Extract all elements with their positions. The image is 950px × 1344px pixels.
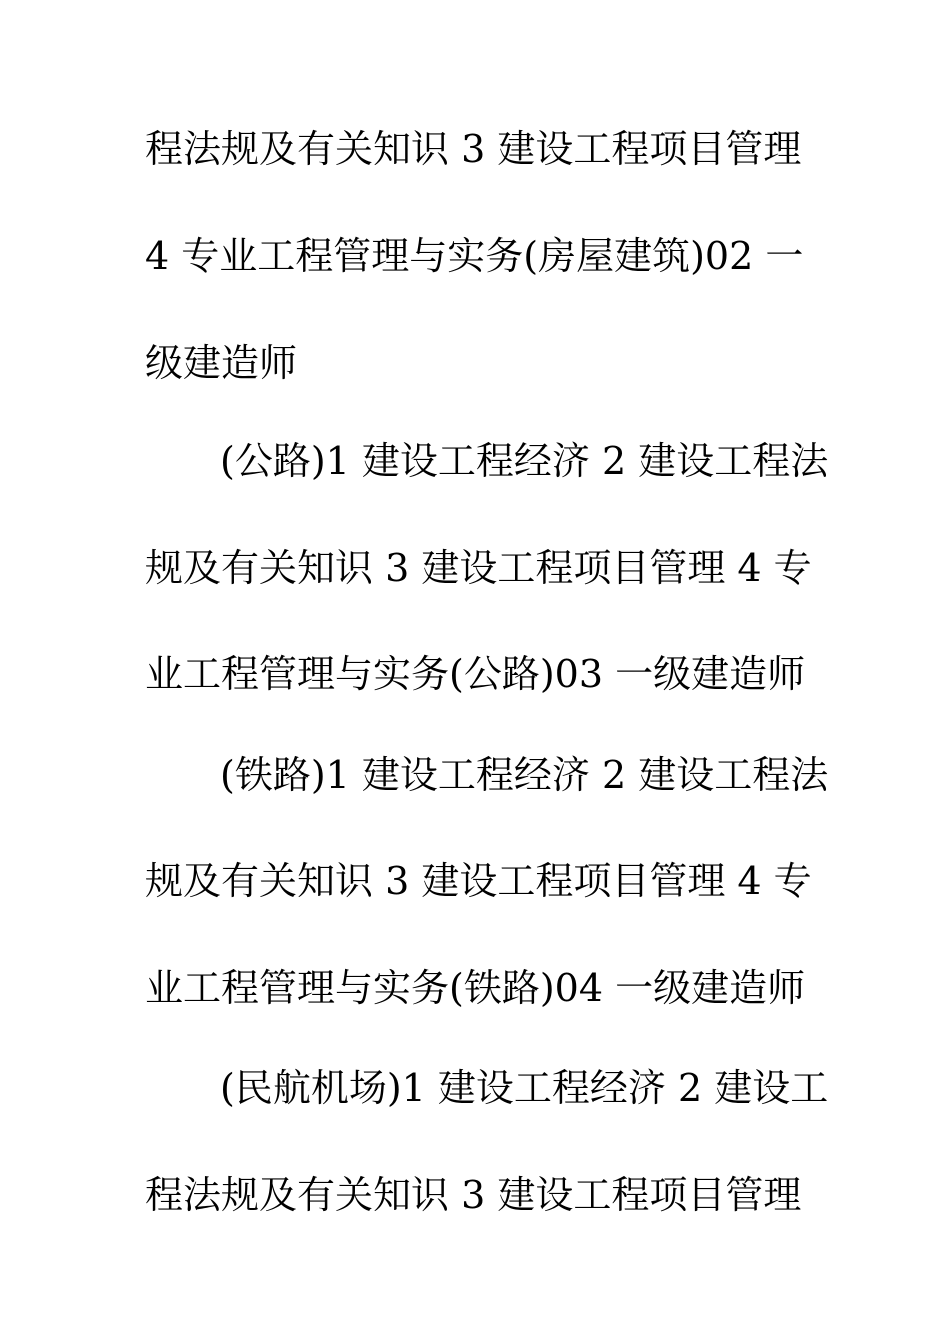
- text-line-3: 级建造师: [145, 341, 298, 385]
- text-line-11: 程法规及有关知识 3 建设工程项目管理: [145, 1173, 802, 1217]
- text-line-8: 规及有关知识 3 建设工程项目管理 4 专: [145, 859, 812, 903]
- text-line-10: (民航机场)1 建设工程经济 2 建设工: [220, 1066, 829, 1110]
- text-line-5: 规及有关知识 3 建设工程项目管理 4 专: [145, 546, 812, 590]
- text-line-9: 业工程管理与实务(铁路)04 一级建造师: [145, 966, 806, 1010]
- text-line-4: (公路)1 建设工程经济 2 建设工程法: [220, 439, 829, 483]
- text-line-1: 程法规及有关知识 3 建设工程项目管理: [145, 127, 802, 171]
- text-line-7: (铁路)1 建设工程经济 2 建设工程法: [220, 753, 829, 797]
- text-line-6: 业工程管理与实务(公路)03 一级建造师: [145, 652, 806, 696]
- text-line-2: 4 专业工程管理与实务(房屋建筑)02 一: [145, 234, 804, 278]
